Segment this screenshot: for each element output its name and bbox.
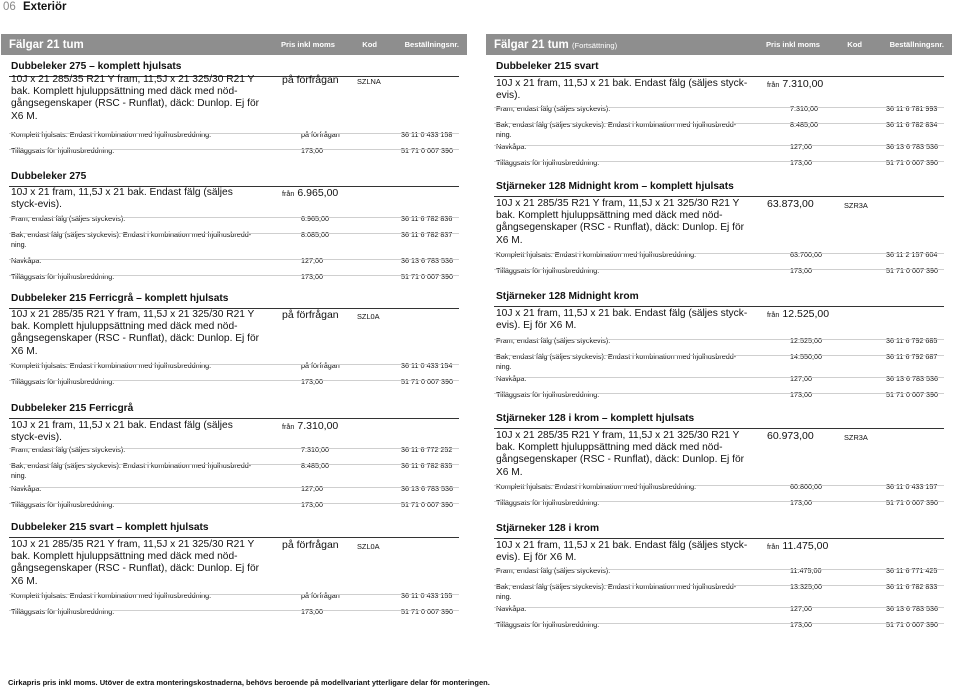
part-order-number: 51 71 0 007 390 — [886, 390, 938, 399]
part-price: 127,00 — [790, 374, 812, 383]
part-description: Tilläggsats för hjulhusbreddning. — [11, 146, 115, 155]
product-description: 10J x 21 285/35 R21 Y fram, 11,5J x 21 325/30 R21 Y bak. Komplett hjuluppsättning med däck med nöd-gångsegenskaper (RSC - Runflat), däck: Dunlop. Ej för X6 M. — [11, 539, 260, 587]
product-price — [282, 539, 339, 551]
part-order-number: 36 13 6 783 536 — [886, 604, 938, 613]
header-code: Kod — [362, 40, 377, 49]
part-description: Fram, endast fälg (säljes styckevis). — [496, 104, 611, 113]
part-order-number: 51 71 0 007 390 — [401, 607, 453, 616]
header-price: Pris inkl moms — [280, 40, 335, 49]
price-value: på förfrågan — [282, 309, 339, 321]
part-price: 12.525,00 — [790, 336, 822, 345]
part-price: 63.700,00 — [790, 250, 822, 259]
part-price: på förfrågan — [301, 361, 340, 370]
product-description: 10J x 21 fram, 11,5J x 21 bak. Endast fälg (säljes styck-evis). — [11, 187, 233, 211]
product-description: 10J x 21 285/35 R21 Y fram, 11,5J x 21 325/30 R21 Y bak. Komplett hjuluppsättning med däck med nöd-gångsegenskaper (RSC - Runflat), däck: Dunlop. Ej för X6 M. — [496, 430, 745, 478]
header-price: Pris inkl moms — [765, 40, 820, 49]
product-price — [767, 430, 814, 442]
product-description: 10J x 21 fram, 11,5J x 21 bak. Endast fälg (säljes styck-evis). — [496, 78, 748, 102]
part-description: Fram, endast fälg (säljes styckevis). — [496, 566, 611, 575]
part-price: 173,00 — [301, 272, 323, 281]
part-description: Tilläggsats för hjulhusbreddning. — [496, 266, 600, 275]
section-title: Dubbeleker 215 svart — [486, 60, 952, 74]
part-price: 173,00 — [301, 377, 323, 386]
part-order-number: 36 11 6 772 252 — [401, 445, 453, 454]
price-value: på förfrågan — [282, 539, 339, 551]
part-price: 14.550,00 — [790, 352, 822, 361]
price-value: 60.973,00 — [767, 430, 814, 442]
part-price: 173,00 — [790, 620, 812, 629]
price-value: 6.965,00 — [297, 187, 339, 199]
part-description: Bak, endast fälg (säljes styckevis). Endast i kombination med hjulhusbredd-ning. — [11, 230, 252, 249]
part-description: Navkåpa. — [496, 604, 527, 613]
part-order-number: 36 13 6 783 536 — [401, 484, 453, 493]
part-order-number: 36 13 6 783 536 — [401, 256, 453, 265]
part-description: Fram, endast fälg (säljes styckevis). — [11, 214, 126, 223]
price-prefix: från — [767, 310, 780, 319]
part-price: 173,00 — [301, 500, 323, 509]
part-description: Tilläggsats för hjulhusbreddning. — [496, 498, 600, 507]
part-description: Bak, endast fälg (säljes styckevis). Endast i kombination med hjulhusbredd-ning. — [496, 582, 737, 601]
part-order-number: 36 11 6 782 835 — [401, 461, 453, 470]
part-description: Komplett hjulsats. Endast i kombination med hjulhusbreddning. — [11, 130, 212, 139]
part-order-number: 36 11 2 157 604 — [886, 250, 938, 259]
part-description: Tilläggsats för hjulhusbreddning. — [11, 377, 115, 386]
part-description: Navkåpa. — [11, 484, 42, 493]
part-price: 127,00 — [301, 256, 323, 265]
product-price — [767, 540, 828, 553]
part-description: Bak, endast fälg (säljes styckevis). Endast i kombination med hjulhusbredd-ning. — [11, 461, 252, 480]
column-title-text: Fälgar 21 tum — [494, 38, 569, 51]
part-description: Tilläggsats för hjulhusbreddning. — [496, 620, 600, 629]
price-prefix: från — [282, 422, 295, 431]
section-title: Dubbeleker 215 Ferricgrå – komplett hjulsats — [1, 292, 467, 306]
part-order-number: 51 71 0 007 390 — [886, 266, 938, 275]
page-header — [3, 0, 66, 14]
part-order-number: 36 11 0 433 154 — [401, 361, 453, 370]
part-description: Tilläggsats för hjulhusbreddning. — [11, 272, 115, 281]
section-title: Stjärneker 128 i krom — [486, 522, 952, 536]
part-description: Bak, endast fälg (säljes styckevis). Endast i kombination med hjulhusbredd-ning. — [496, 352, 737, 371]
part-description: Komplett hjulsats. Endast i kombination med hjulhusbreddning. — [11, 591, 212, 600]
part-order-number: 36 11 6 781 993 — [886, 104, 938, 113]
part-price: 7.310,00 — [790, 104, 818, 113]
part-order-number: 51 71 0 007 390 — [401, 377, 453, 386]
part-price: 127,00 — [790, 142, 812, 151]
part-description: Fram, endast fälg (säljes styckevis). — [496, 336, 611, 345]
option-code: SZR3A — [844, 433, 868, 442]
part-price: på förfrågan — [301, 591, 340, 600]
part-order-number: 36 11 6 782 833 — [886, 582, 938, 591]
product-price — [282, 187, 338, 200]
part-order-number: 36 11 0 433 155 — [401, 591, 453, 600]
part-price: 173,00 — [790, 266, 812, 275]
part-order-number: 36 11 0 433 158 — [401, 130, 453, 139]
part-price: 127,00 — [790, 604, 812, 613]
section-title: Dubbeleker 215 svart – komplett hjulsats — [1, 521, 467, 535]
page-title: Exteriör — [23, 1, 67, 13]
option-code: SZR3A — [844, 201, 868, 210]
product-price — [282, 309, 339, 321]
part-description: Tilläggsats för hjulhusbreddning. — [11, 607, 115, 616]
price-value: 12.525,00 — [782, 308, 830, 320]
product-description: 10J x 21 285/35 R21 Y fram, 11,5J x 21 325/30 R21 Y bak. Komplett hjuluppsättning med däck med nöd-gångsegenskaper (RSC - Runflat), däck: Dunlop. Ej för X6 M. — [11, 74, 260, 122]
product-price — [282, 74, 339, 86]
part-order-number: 36 13 6 783 536 — [886, 374, 938, 383]
part-price: på förfrågan — [301, 130, 340, 139]
product-description: 10J x 21 285/35 R21 Y fram, 11,5J x 21 325/30 R21 Y bak. Komplett hjuluppsättning med däck med nöd-gångsegenskaper (RSC - Runflat), däck: Dunlop. Ej för X6 M. — [496, 198, 745, 246]
part-order-number: 51 71 0 007 390 — [886, 498, 938, 507]
product-price — [282, 420, 338, 433]
price-value: på förfrågan — [282, 74, 339, 86]
page-number: 06 — [3, 1, 16, 13]
part-description: Komplett hjulsats. Endast i kombination med hjulhusbreddning. — [11, 361, 212, 370]
section-title: Stjärneker 128 i krom – komplett hjulsats — [486, 412, 952, 426]
price-prefix: från — [767, 80, 780, 89]
section-title: Stjärneker 128 Midnight krom — [486, 290, 952, 304]
part-description: Tilläggsats för hjulhusbreddning. — [496, 158, 600, 167]
part-description: Navkåpa. — [496, 374, 527, 383]
part-description: Fram, endast fälg (säljes styckevis). — [11, 445, 126, 454]
column-header — [1, 34, 467, 55]
part-description: Bak, endast fälg (säljes styckevis). Endast i kombination med hjulhusbredd-ning. — [496, 120, 737, 139]
product-description: 10J x 21 fram, 11,5J x 21 bak. Endast fälg (säljes styck-evis). Ej för X6 M. — [496, 540, 748, 564]
part-description: Komplett hjulsats. Endast i kombination med hjulhusbreddning. — [496, 482, 697, 491]
price-value: 11.475,00 — [782, 540, 829, 552]
part-price: 173,00 — [301, 607, 323, 616]
column-title — [494, 39, 760, 51]
part-price: 60.800,00 — [790, 482, 822, 491]
part-order-number: 36 11 6 771 425 — [886, 566, 938, 575]
part-description: Komplett hjulsats. Endast i kombination med hjulhusbreddning. — [496, 250, 697, 259]
product-price — [767, 198, 814, 210]
footer-note: Cirkapris pris inkl moms. Utöver de extra monteringskostnaderna, behövs beroende på modellvariant ytterligare delar för monteringen. — [8, 678, 490, 687]
part-price: 173,00 — [301, 146, 323, 155]
product-price — [767, 78, 823, 91]
part-price: 173,00 — [790, 498, 812, 507]
part-price: 173,00 — [790, 390, 812, 399]
part-order-number: 51 71 0 007 390 — [401, 272, 453, 281]
header-order-number: Beställningsnr. — [889, 40, 944, 49]
part-description: Navkåpa. — [11, 256, 42, 265]
part-price: 7.310,00 — [301, 445, 329, 454]
price-prefix: från — [282, 189, 295, 198]
part-price: 127,00 — [301, 484, 323, 493]
part-price: 6.965,00 — [301, 214, 329, 223]
section-title: Dubbeleker 215 Ferricgrå — [1, 402, 467, 416]
part-order-number: 51 71 0 007 390 — [886, 158, 938, 167]
section-title: Dubbeleker 275 – komplett hjulsats — [1, 60, 467, 74]
part-order-number: 51 71 0 007 390 — [886, 620, 938, 629]
part-description: Navkåpa. — [496, 142, 527, 151]
part-description: Tilläggsats för hjulhusbreddning. — [11, 500, 115, 509]
section-title: Dubbeleker 275 — [1, 170, 467, 184]
part-description: Tilläggsats för hjulhusbreddning. — [496, 390, 600, 399]
column-title-suffix: (Fortsättning) — [571, 40, 618, 50]
part-price: 13.325,00 — [790, 582, 822, 591]
product-price — [767, 308, 829, 321]
part-price: 173,00 — [790, 158, 812, 167]
part-order-number: 36 11 6 782 834 — [886, 120, 938, 129]
price-value: 7.310,00 — [782, 78, 824, 90]
price-prefix: från — [767, 542, 780, 551]
part-order-number: 51 71 0 007 390 — [401, 500, 453, 509]
option-code: SZL0A — [357, 542, 380, 551]
part-order-number: 36 11 6 782 836 — [401, 214, 453, 223]
left-column — [1, 34, 467, 616]
price-value: 63.873,00 — [767, 198, 814, 210]
product-description: 10J x 21 fram, 11,5J x 21 bak. Endast fälg (säljes styck-evis). Ej för X6 M. — [496, 308, 748, 332]
column-title: Fälgar 21 tum — [9, 38, 84, 51]
right-column — [486, 34, 952, 629]
part-order-number: 36 11 6 792 685 — [886, 336, 938, 345]
header-order-number: Beställningsnr. — [404, 40, 459, 49]
part-price: 8.485,00 — [301, 461, 329, 470]
option-code: SZLNA — [357, 77, 381, 86]
section-title: Stjärneker 128 Midnight krom – komplett hjulsats — [486, 180, 952, 194]
product-description: 10J x 21 fram, 11,5J x 21 bak. Endast fälg (säljes styck-evis). — [11, 420, 233, 444]
part-order-number: 36 11 6 782 837 — [401, 230, 453, 239]
part-order-number: 36 11 6 792 687 — [886, 352, 938, 361]
price-value: 7.310,00 — [297, 420, 339, 432]
part-price: 8.085,00 — [301, 230, 329, 239]
part-price: 8.485,00 — [790, 120, 818, 129]
part-order-number: 36 11 0 433 157 — [886, 482, 938, 491]
option-code: SZL0A — [357, 312, 380, 321]
part-order-number: 36 13 6 783 536 — [886, 142, 938, 151]
product-description: 10J x 21 285/35 R21 Y fram, 11,5J x 21 325/30 R21 Y bak. Komplett hjuluppsättning med däck med nöd-gångsegenskaper (RSC - Runflat), däck: Dunlop. Ej för X6 M. — [11, 309, 260, 357]
part-price: 11.475,00 — [790, 566, 822, 575]
column-header — [486, 34, 952, 55]
part-order-number: 51 71 0 007 390 — [401, 146, 453, 155]
header-code: Kod — [847, 40, 862, 49]
